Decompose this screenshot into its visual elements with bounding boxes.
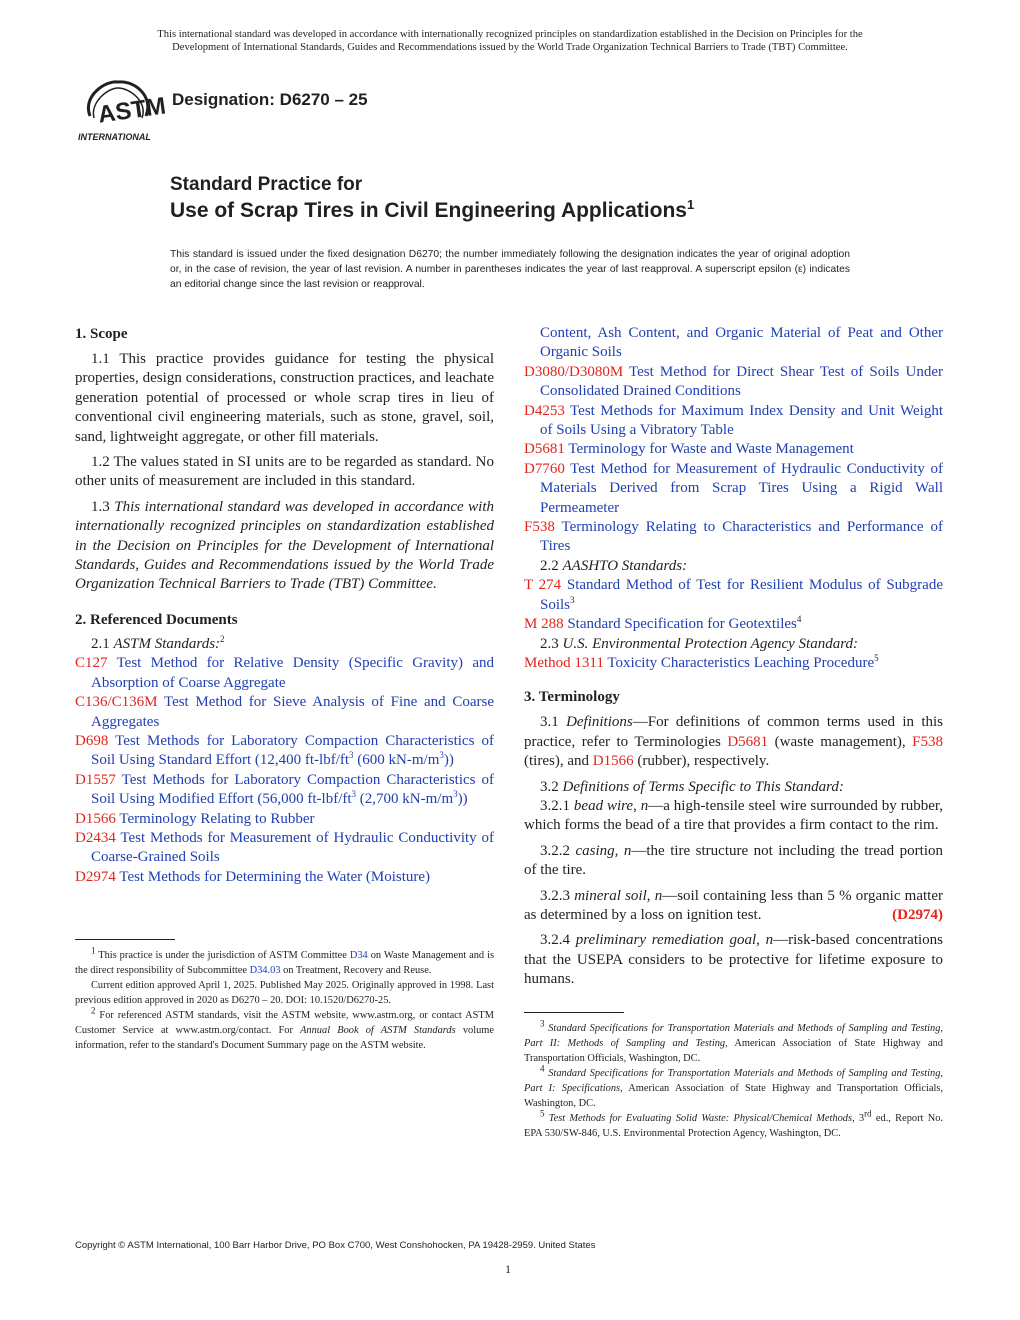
logo-astm-text: ASTM: [96, 92, 168, 129]
label-2-2-number: 2.2: [540, 557, 563, 574]
para-1-2: 1.2 The values stated in SI units are to be regarded as standard. No other units of measurement are included in this standard.: [75, 454, 494, 490]
ref-f538-code[interactable]: F538: [524, 519, 555, 536]
ref-c136[interactable]: [75, 693, 494, 732]
astm-logo: [76, 76, 168, 144]
label-2-1-text: ASTM Standards:: [113, 635, 221, 652]
title-line-1: Standard Practice for: [170, 174, 363, 195]
footnote-4-text: , American Association of State Highway and Transportation Officials, Washington, DC.: [524, 1082, 943, 1109]
para-3-2-3-term: mineral soil, n: [574, 887, 663, 904]
footnote-3-text: , American Association of State Highway and Transportation Officials, Washington, DC.: [524, 1037, 943, 1064]
para-1-3-number: 1.3: [91, 498, 110, 515]
footnote-rule-left: [75, 939, 175, 940]
logo-international-text: INTERNATIONAL: [78, 132, 151, 142]
para-3-2-1-text: —a high-tensile steel wire surrounded by rubber, which forms the bead of a tire that provides a firm contact to the rim.: [524, 797, 943, 834]
para-1-3-text: This international standard was developed in accordance with internationally recognized principles on standardization established in the Decision on Principles for the Development of International Standards, Guides and Recommendations issued by the World Trade Organization Technical Barriers to Trade (TBT) Committee.: [75, 498, 494, 593]
title-line-2: [170, 199, 694, 223]
para-3-2-3: [524, 887, 943, 926]
ref-d2434-text[interactable]: Test Methods for Measurement of Hydraulic Conductivity of Coarse-Grained Soils: [91, 829, 494, 866]
footnote-3-italic: Standard Specifications for Transportation Materials and Methods of Sampling and Testing, Part II: Methods of Sampling and Testing: [524, 1022, 943, 1049]
title-text: Use of Scrap Tires in Civil Engineering Applications: [170, 199, 687, 222]
section-2-heading: 2. Referenced Documents: [75, 611, 238, 628]
footnote-5-ordinal: rd: [864, 1108, 872, 1119]
para-3-1-link-f538[interactable]: F538: [912, 733, 943, 750]
title-footnote-mark: 1: [686, 197, 695, 212]
ref-d4253-code[interactable]: D4253: [524, 402, 565, 419]
copyright-line: Copyright © ASTM International, 100 Barr Harbor Drive, PO Box C700, West Conshohocken, PA 19428-2959. United States: [75, 1240, 596, 1251]
notice-line-2: Development of International Standards, Guides and Recommendations issued by the World Trade Organization Technical Barriers to Trade (TBT) Committee.: [172, 42, 848, 53]
ref-d2974[interactable]: [75, 868, 494, 887]
ref-c136-text[interactable]: Test Method for Sieve Analysis of Fine and Coarse Aggregates: [91, 694, 494, 730]
para-3-2-4-number: 3.2.4: [540, 932, 576, 949]
label-2-3-number: 2.3: [540, 635, 563, 652]
para-3-1-number: 3.1: [540, 714, 567, 731]
ref-d7760[interactable]: [524, 460, 943, 518]
para-3-2-number: 3.2: [540, 778, 563, 795]
para-3-2-3-number: 3.2.3: [540, 887, 575, 904]
left-column: [75, 324, 494, 1053]
ref-d698-end[interactable]: )): [443, 752, 454, 769]
astm-logo-graphic: [76, 76, 168, 144]
ref-d2974-code[interactable]: D2974: [75, 868, 116, 885]
issued-statement: This standard is issued under the fixed designation D6270; the number immediately following the designation indicates the year of original adoption or, in the case of revision, the year of last revision. A number in parentheses indicates the year of last reapproval. A superscript epsilon (ε) indicates an editorial change since the last revision or reapproval.: [170, 249, 850, 290]
para-3-1-text-a: —For definitions of common terms used in this practice, refer to Terminologies: [524, 714, 943, 750]
ref-d3080-code[interactable]: D3080/D3080M: [524, 363, 624, 380]
ref-m288[interactable]: [524, 615, 943, 634]
ref-c127[interactable]: [75, 654, 494, 693]
footnote-1-edition: Current edition approved April 1, 2025. Published May 2025. Originally approved in 1998. Last previous edition approved in 2020 as D6270 – 20. DOI: 10.1520/D6270-25.: [75, 980, 494, 1007]
para-3-1-text-b: (waste management),: [768, 733, 913, 750]
ref-c127-code[interactable]: C127: [75, 655, 108, 672]
para-3-2-1: [524, 797, 943, 836]
ref-d4253[interactable]: [524, 402, 943, 441]
ref-d3080-text[interactable]: Test Method for Direct Shear Test of Soils Under Consolidated Drained Conditions: [540, 363, 943, 400]
label-2-3-text: U.S. Environmental Protection Agency Standard:: [562, 635, 858, 652]
para-3-2-2-text: —the tire structure not including the tread portion of the tire.: [524, 842, 943, 879]
para-3-1-link-d5681[interactable]: D5681: [727, 733, 769, 750]
ref-d7760-text[interactable]: Test Method for Measurement of Hydraulic Conductivity of Materials Derived from Scrap Tires Using a Rigid Wall Permeameter: [540, 460, 943, 516]
footnote-1-text-a: This practice is under the jurisdiction of ASTM Committee: [95, 950, 350, 962]
ref-d1557-end[interactable]: )): [457, 791, 468, 808]
para-3-2-2-term: casing, n: [575, 842, 632, 859]
ref-d1566-text[interactable]: Terminology Relating to Rubber: [115, 810, 315, 827]
aashto-standards-label: [524, 557, 943, 576]
ref-d2434-code[interactable]: D2434: [75, 829, 116, 846]
para-3-1: [524, 713, 943, 771]
footnote-3-mark: 3: [540, 1018, 545, 1029]
ref-m288-text[interactable]: Standard Specification for Geotextiles: [563, 616, 797, 633]
footnote-4: [524, 1063, 943, 1111]
para-1-1: 1.1 This practice provides guidance for testing the physical properties, design considerations, construction practices, and leachate generation potential of processed or whole scrap tires in lieu of conventional civil engineering materials, such as stone, gravel, soil, sand, lightweight aggregate, or other fill materials.: [75, 351, 494, 445]
para-3-2-1-term: bead wire, n: [573, 797, 649, 814]
ref-d698-text[interactable]: Test Methods for Laboratory Compaction Characteristics of Soil Using Standard Effort (12,400 ft-lbf/ft: [91, 732, 494, 769]
footnote-5-text-b: ed., Report No. EPA 530/SW-846, U.S. Environmental Protection Agency, Washington, DC.: [524, 1112, 944, 1139]
footnote-4-italic: Standard Specifications for Transportation Materials and Methods of Sampling and Testing, Part I: Specifications: [524, 1067, 943, 1094]
footnotes-right: [524, 1018, 944, 1141]
epa-standard-label: [524, 635, 943, 654]
para-3-1-link-d1566[interactable]: D1566: [592, 753, 634, 770]
ref-t274-text[interactable]: Standard Method of Test for Resilient Modulus of Subgrade Soils: [540, 577, 943, 613]
ref-d1557-text[interactable]: Test Methods for Laboratory Compaction Characteristics of Soil Using Modified Effort (56,000 ft-lbf/ft: [91, 771, 494, 808]
ref-d698-sup2: 3: [439, 750, 444, 761]
ref-t274-code[interactable]: T 274: [524, 577, 562, 594]
section-3-heading: 3. Terminology: [524, 689, 620, 706]
ref-method-1311-code[interactable]: Method 1311: [524, 654, 604, 671]
ref-d2974-text-continued[interactable]: Content, Ash Content, and Organic Material of Peat and Other Organic Soils: [540, 325, 943, 361]
ref-d2974-continued[interactable]: [524, 324, 943, 363]
footnote-5-italic: Test Methods for Evaluating Solid Waste: Physical/Chemical Methods: [544, 1112, 853, 1124]
footnote-4-mark: 4: [540, 1063, 545, 1074]
footnote-1-text-c: on Treatment, Recovery and Reuse.: [280, 965, 432, 977]
para-3-2-2-number: 3.2.2: [540, 842, 576, 859]
footnote-2-mark: 2: [91, 1005, 96, 1016]
footnotes-left: [75, 945, 494, 1053]
notice-line-1: This international standard was developed in accordance with internationally recognized principles on standardization established in the Decision on Principles for the: [157, 29, 863, 40]
footnote-1-mark: 1: [91, 945, 96, 956]
para-3-2-4-term: preliminary remediation goal, n: [575, 932, 774, 949]
page-number: 1: [505, 1262, 511, 1276]
ref-d1557[interactable]: [75, 771, 494, 810]
ref-d1566[interactable]: [75, 810, 494, 829]
label-2-1-number: 2.1: [91, 635, 114, 652]
ref-d698-text2[interactable]: (600 kN-m/m: [353, 752, 440, 769]
para-3-1-italic: Definitions: [566, 714, 633, 731]
international-standard-notice: [70, 28, 950, 54]
para-3-2-1-number: 3.2.1: [540, 797, 574, 814]
ref-m288-code[interactable]: M 288: [524, 616, 564, 633]
ref-d1557-code[interactable]: D1557: [75, 771, 116, 788]
ref-d2974-text-start[interactable]: Test Methods for Determining the Water (Moisture): [115, 868, 431, 885]
para-3-2-3-text: —soil containing less than 5 % organic matter as determined by a loss on ignition test.: [524, 887, 943, 923]
footnote-2-text-a: For referenced ASTM standards, visit the ASTM website, www.astm.org, or contact ASTM Customer Service at www.astm.org/contact. For: [75, 1010, 494, 1037]
ref-d698-sup: 3: [349, 750, 354, 761]
ref-d1557-sup2: 3: [453, 789, 458, 800]
ref-d4253-text[interactable]: Test Methods for Maximum Index Density and Unit Weight of Soils Using a Vibratory Table: [540, 402, 943, 439]
footnote-3: [524, 1018, 943, 1066]
ref-d1557-sup: 3: [351, 789, 357, 800]
footnote-1-link-d34[interactable]: D34: [349, 950, 368, 962]
astm-standards-label: [75, 635, 494, 654]
ref-method-1311-text[interactable]: Toxicity Characteristics Leaching Procedure: [603, 654, 875, 671]
para-3-1-text-c: (tires), and: [524, 753, 593, 770]
designation: Designation: D6270 – 25: [172, 90, 368, 109]
para-3-2-4: [524, 931, 943, 989]
ref-d5681-code[interactable]: D5681: [524, 441, 565, 458]
footnote-1: [75, 945, 494, 978]
ref-d1557-text2[interactable]: (2,700 kN-m/m: [356, 791, 454, 808]
ref-t274[interactable]: [524, 576, 943, 615]
ref-d2434[interactable]: [75, 829, 494, 868]
para-3-2-2: [524, 842, 943, 881]
footnote-1-link-d3403[interactable]: D34.03: [249, 965, 281, 977]
para-1-3: [75, 498, 494, 595]
label-2-1-sup: 2: [220, 633, 225, 644]
right-column: [524, 324, 943, 1141]
footnote-2-italic: Annual Book of ASTM Standards: [300, 1025, 456, 1037]
ref-m288-sup: 4: [796, 614, 802, 625]
footnote-rule-right: [524, 1012, 624, 1013]
footnote-5: [524, 1108, 944, 1141]
para-3-2-4-text: —risk-based concentrations that the USEPA considers to be protective for lifetime exposure to humans.: [524, 932, 943, 988]
footnote-5-mark: 5: [540, 1108, 545, 1119]
para-3-2-italic: Definitions of Terms Specific to This Standard:: [562, 778, 844, 795]
ref-f538-text[interactable]: Terminology Relating to Characteristics and Performance of Tires: [540, 519, 943, 555]
ref-d1566-code[interactable]: D1566: [75, 810, 116, 827]
ref-d5681[interactable]: [524, 440, 943, 459]
ref-d698[interactable]: [75, 732, 494, 771]
footnote-2-text-b: volume information, refer to the standard's Document Summary page on the ASTM website.: [75, 1025, 494, 1052]
ref-method-1311-sup: 5: [874, 652, 879, 663]
ref-d5681-text[interactable]: Terminology for Waste and Waste Management: [564, 441, 854, 458]
footnote-5-text-a: , 3: [852, 1112, 865, 1124]
ref-method-1311[interactable]: [524, 654, 943, 673]
ref-t274-sup: 3: [570, 594, 575, 605]
ref-d7760-code[interactable]: D7760: [524, 460, 565, 477]
para-3-2-3-ref-d2974[interactable]: (D2974): [892, 906, 943, 923]
ref-d3080[interactable]: [524, 363, 943, 402]
footnote-2: [75, 1005, 494, 1053]
section-1-heading: 1. Scope: [75, 326, 128, 342]
ref-c127-text[interactable]: Test Method for Relative Density (Specific Gravity) and Absorption of Coarse Aggregate: [91, 655, 494, 691]
para-3-2: [524, 778, 943, 797]
footnote-1-text-b: on Waste Management and is the direct responsibility of Subcommittee: [75, 950, 494, 977]
ref-d698-code[interactable]: D698: [75, 732, 109, 749]
ref-c136-code[interactable]: C136/C136M: [75, 694, 158, 711]
label-2-2-text: AASHTO Standards:: [562, 557, 688, 574]
para-3-1-text-d: (rubber), respectively.: [633, 753, 770, 770]
ref-f538[interactable]: [524, 518, 943, 557]
